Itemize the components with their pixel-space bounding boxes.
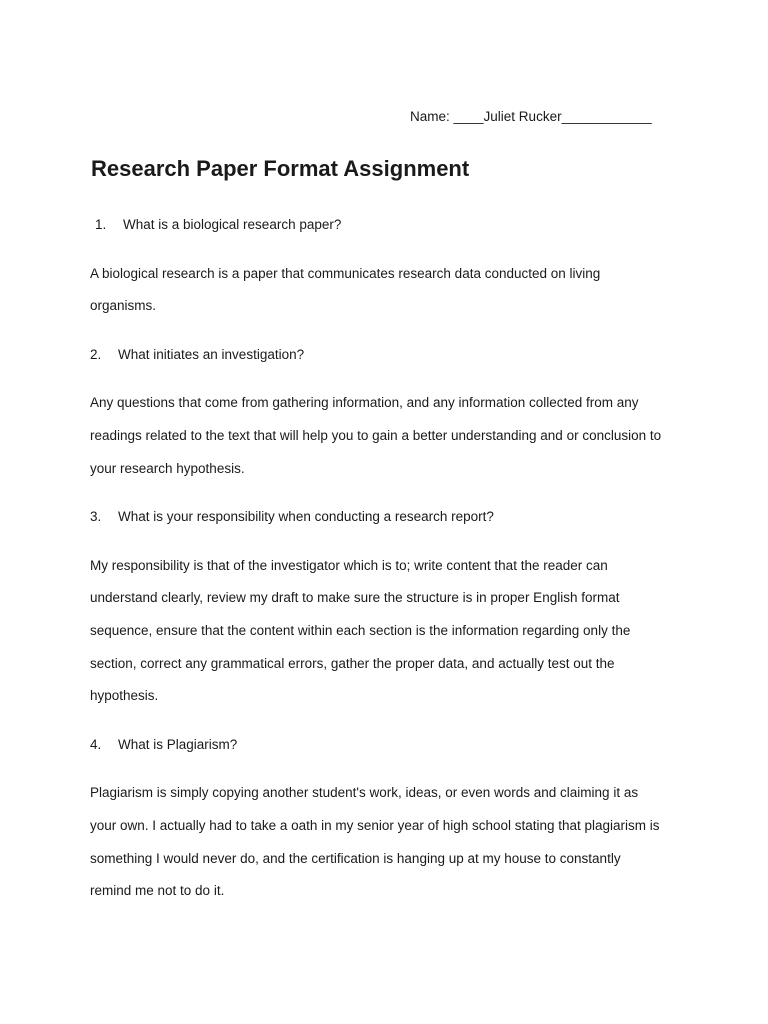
question-text: What is your responsibility when conducting a research report? <box>118 509 494 525</box>
answer-line: something I would never do, and the certification is hanging up at my house to constantly <box>90 850 621 866</box>
document-title: Research Paper Format Assignment <box>91 156 470 181</box>
answer-line: your own. I actually had to take a oath in my senior year of high school stating that plagiarism is <box>90 817 660 833</box>
questions-list <box>90 209 690 924</box>
student-name-line: Name: ____Juliet Rucker____________ <box>410 109 652 124</box>
answer-line: A biological research is a paper that communicates research data conducted on living <box>90 265 601 281</box>
question-3 <box>90 501 690 534</box>
question-4 <box>90 729 690 762</box>
answer-line: hypothesis. <box>90 688 159 704</box>
answer-line: Any questions that come from gathering information, and any information collected from any <box>90 395 639 411</box>
answer-2 <box>90 387 690 485</box>
question-text: What initiates an investigation? <box>118 346 305 362</box>
answer-line: Plagiarism is simply copying another student's work, ideas, or even words and claiming it as <box>90 785 639 801</box>
answer-line: understand clearly, review my draft to make sure the structure is in proper English format <box>90 590 620 606</box>
question-number: 3. <box>90 509 102 525</box>
question-number: 2. <box>90 346 102 362</box>
answer-line: readings related to the text that will help you to gain a better understanding and or conclusion to <box>90 427 662 443</box>
answer-line: section, correct any grammatical errors, gather the proper data, and actually test out the <box>90 655 615 671</box>
question-number: 4. <box>90 736 102 752</box>
answer-line: remind me not to do it. <box>90 883 225 899</box>
question-text: What is Plagiarism? <box>118 736 238 752</box>
answer-line: My responsibility is that of the investigator which is to; write content that the reader can <box>90 557 608 573</box>
question-2 <box>90 339 690 372</box>
question-1 <box>90 209 690 242</box>
answer-4 <box>90 777 690 907</box>
answer-line: sequence, ensure that the content within each section is the information regarding only the <box>90 622 631 638</box>
answer-3 <box>90 550 690 713</box>
question-number: 1. <box>95 217 107 232</box>
answer-line: your research hypothesis. <box>90 460 245 476</box>
answer-1 <box>90 258 690 323</box>
answer-line: organisms. <box>90 298 157 314</box>
question-text: What is a biological research paper? <box>123 217 342 232</box>
